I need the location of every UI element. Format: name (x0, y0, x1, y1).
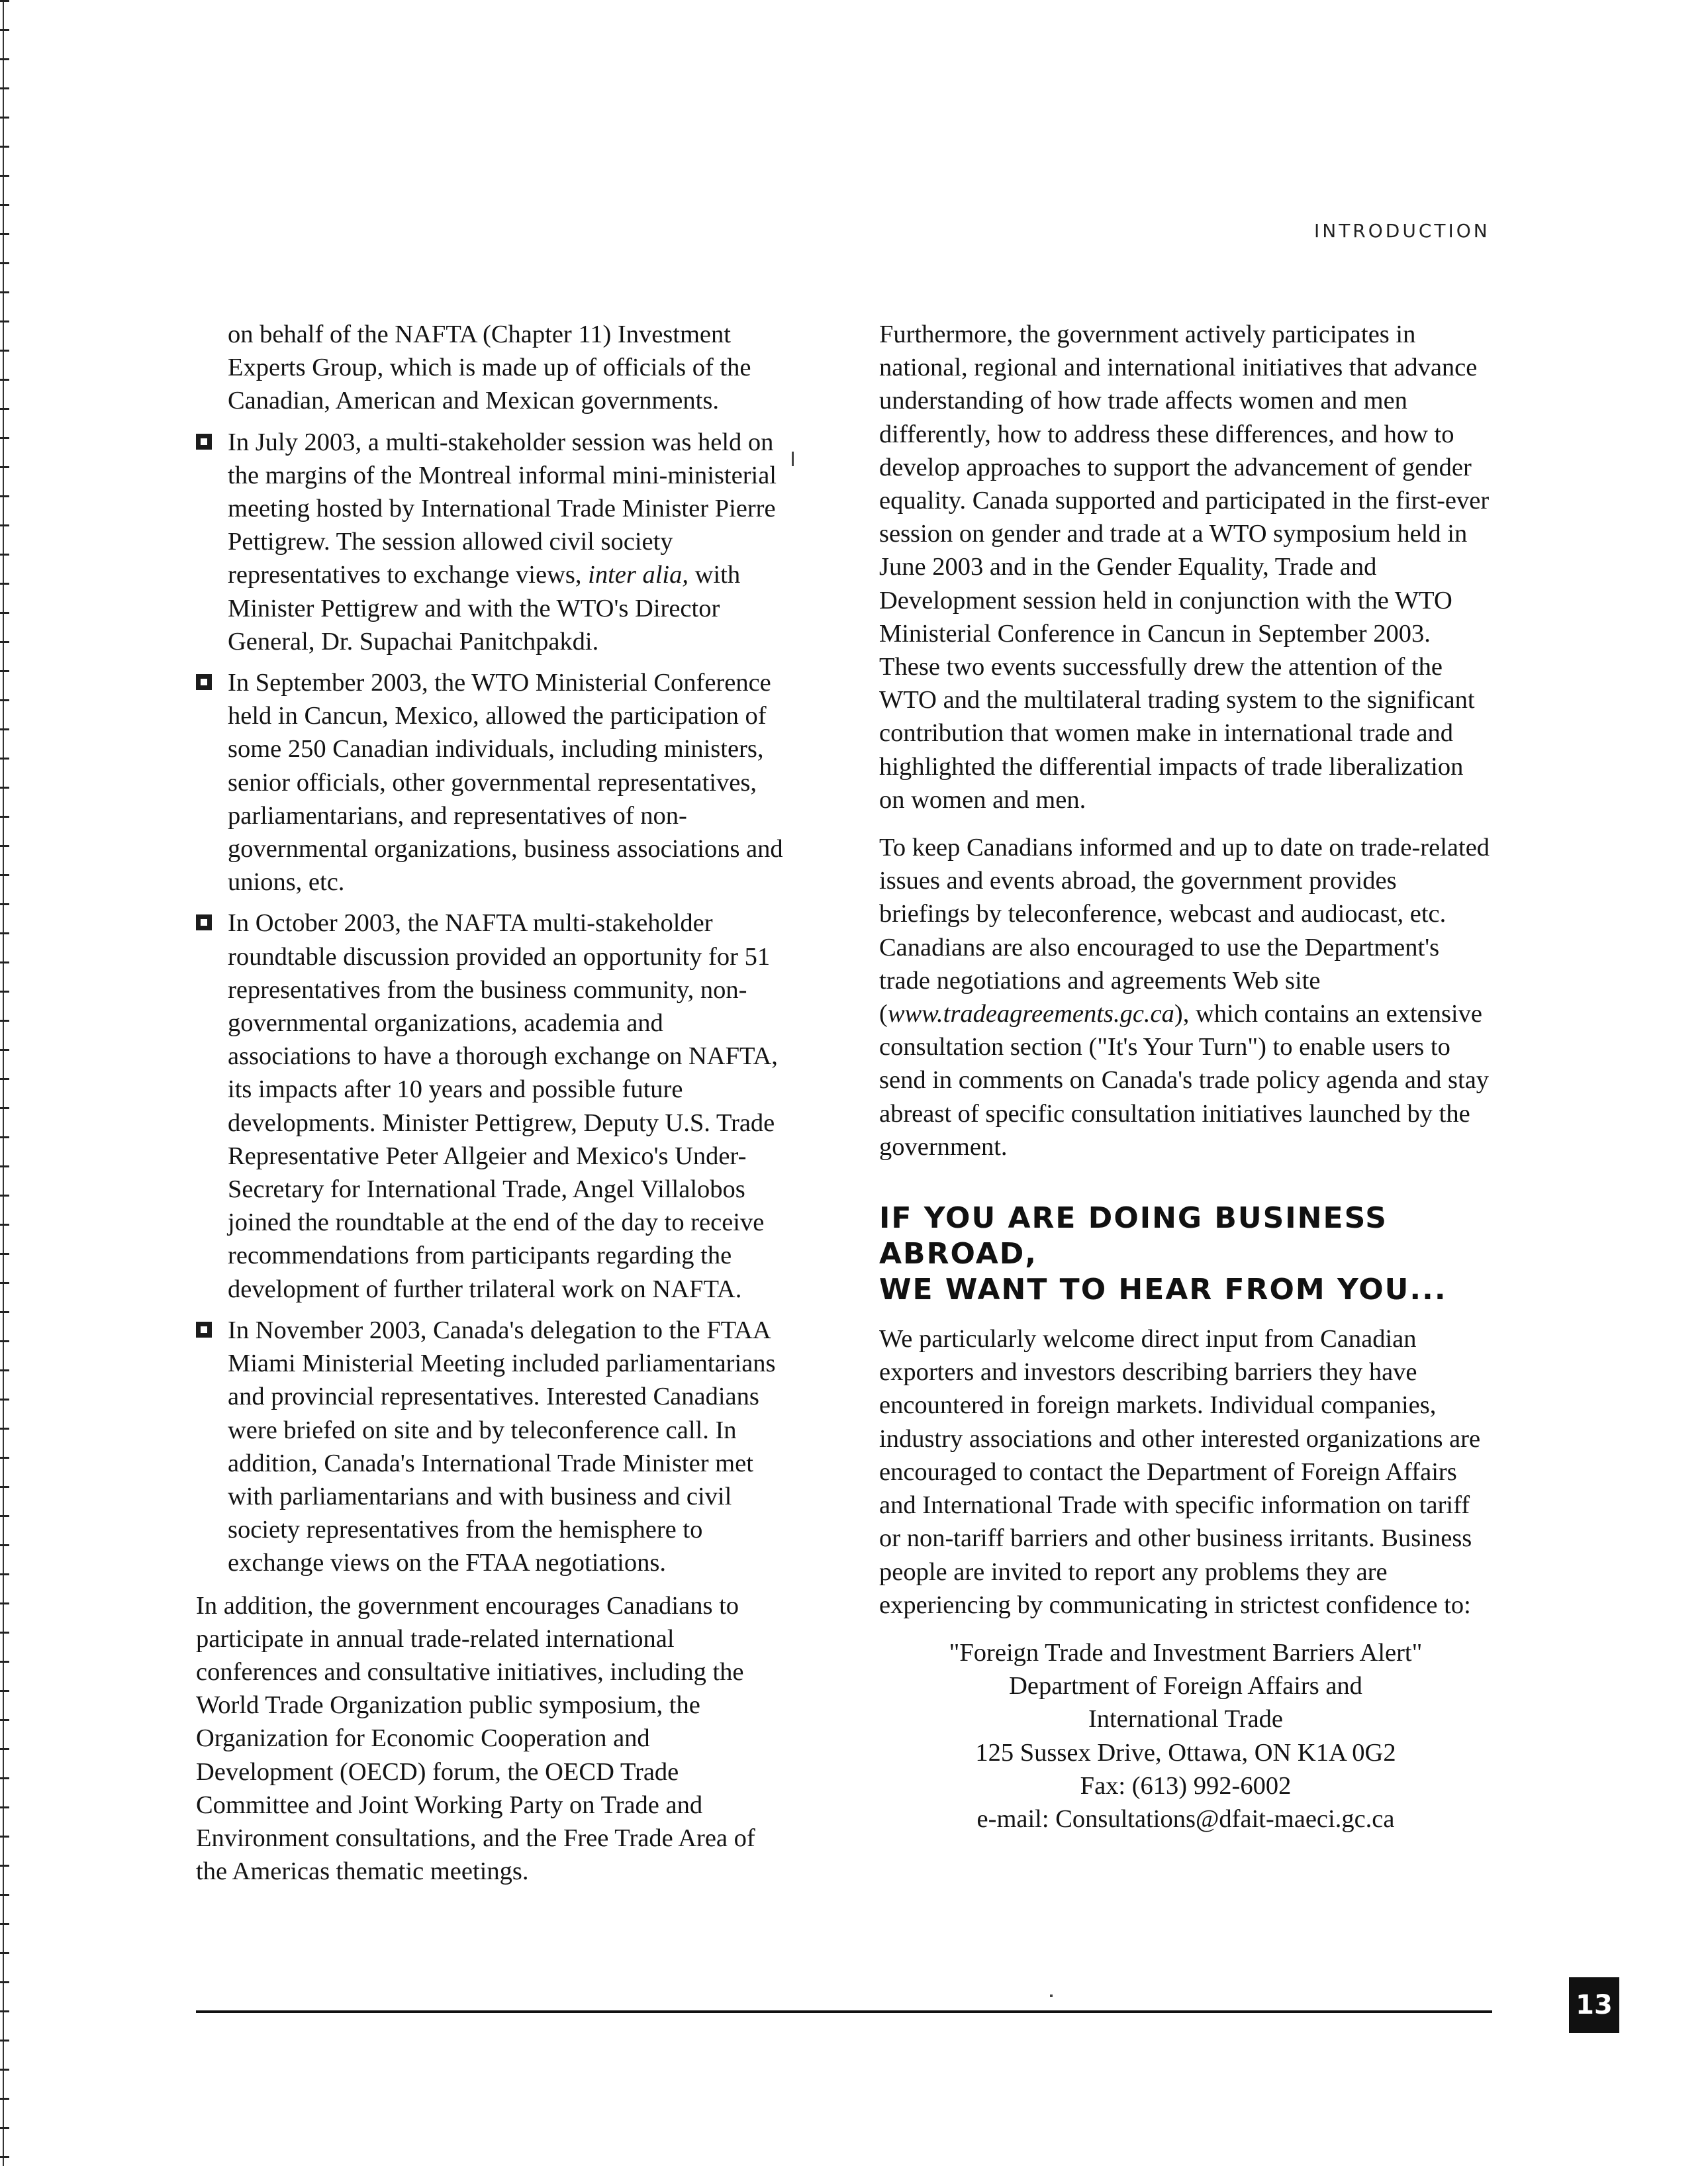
gender-equality-paragraph: Furthermore, the government actively participates in national, regional and international initiatives that advance understanding of how trade affects women and men differently, how to address these differences, and how to develop approaches to support the advancement of gender equality. Canada supported and participated in the first-ever session on gender and trade at a WTO symposium held in June 2003 and in the Gender Equality, Trade and Development session held in conjunction with the WTO Ministerial Conference in Cancun in September 2003. These two events successfully drew the attention of the WTO and the multilateral trading system to the significant contribution that women make in international trade and highlighted the differential impacts of trade liberalization on women and men. (879, 320, 1490, 814)
bullet-item-october-2003 (196, 907, 792, 1305)
section-heading-line-2: WE WANT TO HEAR FROM YOU... (879, 1273, 1447, 1307)
square-bullet-icon (196, 674, 212, 690)
bullet-text-before: In July 2003, a multi-stakeholder session was held on the margins of the Montreal informal mini-ministerial meeting hosted by International Trade Minister Pierre Pettigrew. The session allowed civil society representatives to exchange views, (228, 428, 777, 589)
bullet-text: In September 2003, the WTO Ministerial Conference held in Cancun, Mexico, allowed the participation of some 250 Canadian individuals, including ministers, senior officials, other governmental representatives, parliamentarians, and representatives of non-governmental organizations, business associations and unions, etc. (228, 669, 783, 897)
left-column (196, 318, 792, 1888)
bullet-text: In November 2003, Canada's delegation to the FTAA Miami Ministerial Meeting included parliamentarians and provincial representatives. Interested Canadians were briefed on site and by teleconference call. In addition, Canada's International Trade Minister met with parliamentarians and with business and civil society representatives from the hemisphere to exchange views on the FTAA negotiations. (228, 1316, 776, 1577)
bullet-text: In October 2003, the NAFTA multi-stakeholder roundtable discussion provided an opportunity for 51 representatives from the business community, non-governmental organizations, academia and associations to have a thorough exchange on NAFTA, its impacts after 10 years and possible future developments. Minister Pettigrew, Deputy U.S. Trade Representative Peter Allgeier and Mexico's Under-Secretary for International Trade, Angel Villalobos joined the roundtable at the end of the day to receive recommendations from participants regarding the development of further trilateral work on NAFTA. (228, 909, 778, 1303)
address-line-alert-name: "Foreign Trade and Investment Barriers Alert" (949, 1638, 1423, 1667)
section-heading (879, 1201, 1492, 1308)
square-bullet-icon (196, 434, 212, 450)
address-line-street: 125 Sussex Drive, Ottawa, ON K1A 0G2 (975, 1738, 1396, 1767)
bullet-item-july-2003 (196, 426, 792, 658)
business-input-paragraph: We particularly welcome direct input from Canadian exporters and investors describing barriers they have encountered in foreign markets. Individual companies, industry associations and other interested organizations are encouraged to contact the Department of Foreign Affairs and International Trade with specific information on tariff or non-tariff barriers and other business irritants. Business people are invited to report any problems they are experiencing by communicating in strictest confidence to: (879, 1325, 1481, 1619)
address-line-department: Department of Foreign Affairs and (1009, 1672, 1362, 1700)
website-link[interactable]: www.tradeagreements.gc.ca (887, 1000, 1174, 1028)
page-number-badge: 13 (1569, 1977, 1619, 2033)
address-line-email[interactable]: e-mail: Consultations@dfait-maeci.gc.ca (976, 1804, 1395, 1833)
right-column (879, 318, 1492, 1836)
bullet-text-italic: inter alia, (588, 561, 688, 589)
address-line-department-cont: International Trade (1088, 1705, 1284, 1734)
address-line-fax: Fax: (613) 992-6002 (1080, 1771, 1292, 1800)
running-head: INTRODUCTION (1314, 220, 1490, 242)
continuation-paragraph: on behalf of the NAFTA (Chapter 11) Investment Experts Group, which is made up of officials of the Canadian, American and Mexican governments. (228, 320, 751, 415)
bullet-item-september-2003 (196, 666, 792, 899)
binding-edge-marks (0, 0, 9, 2166)
bullet-item-november-2003 (196, 1314, 792, 1580)
footer-rule (196, 2010, 1492, 2013)
section-heading-line-1: IF YOU ARE DOING BUSINESS ABROAD, (879, 1201, 1388, 1271)
square-bullet-icon (196, 914, 212, 930)
informed-text-after: ), which contains an extensive consultation section ("It's Your Turn") to enable users to send in comments on Canada's trade policy agenda and stay abreast of specific consultation initiatives launched by the government. (879, 1000, 1490, 1161)
contact-address-block (879, 1636, 1492, 1836)
bullet-text-after: with Minister Pettigrew and with the WTO's Director General, Dr. Supachai Panitchpakdi. (228, 561, 741, 656)
scan-artifact-mark (792, 452, 794, 466)
informed-paragraph (879, 831, 1492, 1163)
square-bullet-icon (196, 1322, 212, 1338)
scan-artifact-dot (1050, 1994, 1053, 1997)
closing-paragraph: In addition, the government encourages Canadians to participate in annual trade-related international conferences and consultative initiatives, including the World Trade Organization public symposium, the Organization for Economic Cooperation and Development (OECD) forum, the OECD Trade Committee and Joint Working Party on Trade and Environment consultations, and the Free Trade Area of the Americas thematic meetings. (196, 1591, 755, 1886)
informed-text-before: To keep Canadians informed and up to date on trade-related issues and events abroad, the government provides briefings by teleconference, webcast and audiocast, etc. Canadians are also encouraged to use the Department's trade negotiations and agreements Web site ( (879, 834, 1490, 1028)
